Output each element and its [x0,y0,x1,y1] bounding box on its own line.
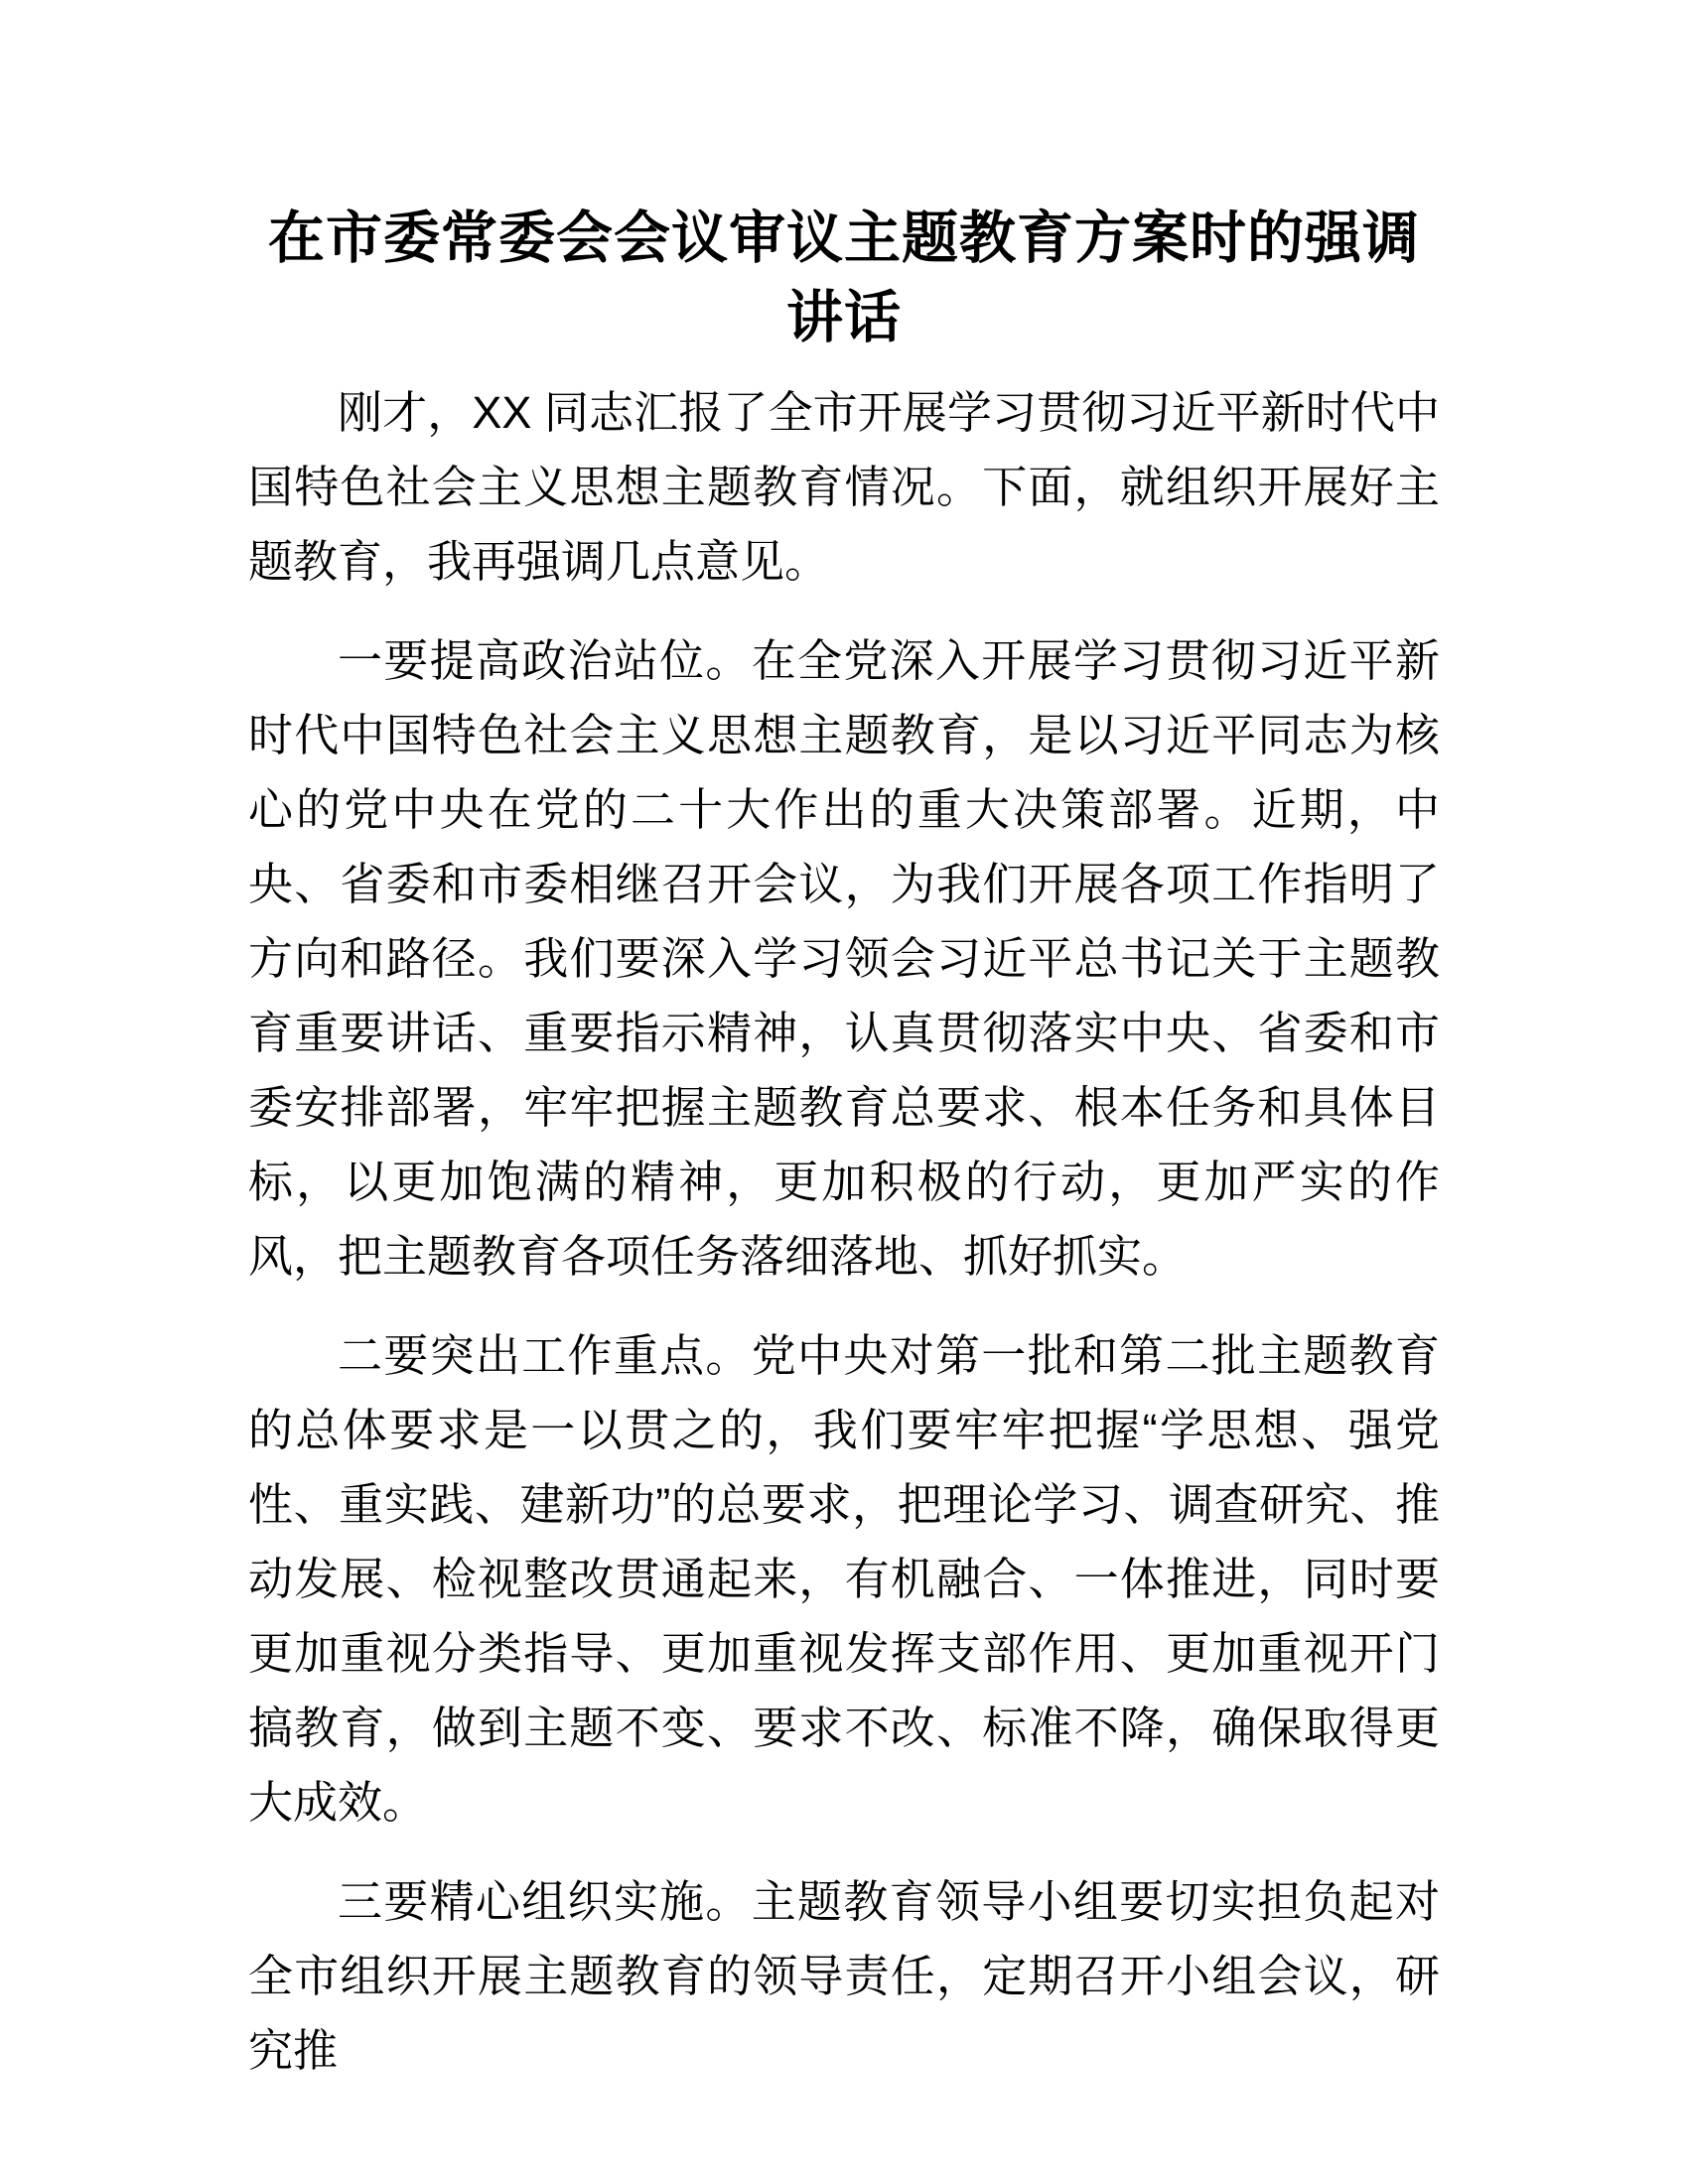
paragraph-intro: 刚才，XX 同志汇报了全市开展学习贯彻习近平新时代中国特色社会主义思想主题教育情况。下面，就组织开展好主题教育，我再强调几点意见。 [248,387,1440,587]
document-title [248,199,1440,357]
paragraph-point-2: 二要突出工作重点。党中央对第一批和第二批主题教育的总体要求是一以贯之的，我们要牢牢把握“学思想、强党性、重实践、建新功”的总要求，把理论学习、调查研究、推动发展、检视整改贯通起来，有机融合、一体推进，同时要更加重视分类指导、更加重视发挥支部作用、更加重视开门搞教育，做到主题不变、要求不改、标准不降，确保取得更大成效。 [248,1330,1440,1828]
paragraph-point-3: 三要精心组织实施。主题教育领导小组要切实担负起对全市组织开展主题教育的领导责任，定期召开小组会议，研究推 [248,1876,1440,2076]
title-line-1: 在市委常委会会议审议主题教育方案时的强调 [268,206,1420,270]
title-line-2: 讲话 [786,286,902,349]
paragraph-point-1: 一要提高政治站位。在全党深入开展学习贯彻习近平新时代中国特色社会主义思想主题教育，是以习近平同志为核心的党中央在党的二十大作出的重大决策部署。近期，中央、省委和市委相继召开会议，为我们开展各项工作指明了方向和路径。我们要深入学习领会习近平总书记关于主题教育重要讲话、重要指示精神，认真贯彻落实中央、省委和市委安排部署，牢牢把握主题教育总要求、根本任务和具体目标，以更加饱满的精神，更加积极的行动，更加严实的作风，把主题教育各项任务落细落地、抓好抓实。 [248,635,1440,1282]
